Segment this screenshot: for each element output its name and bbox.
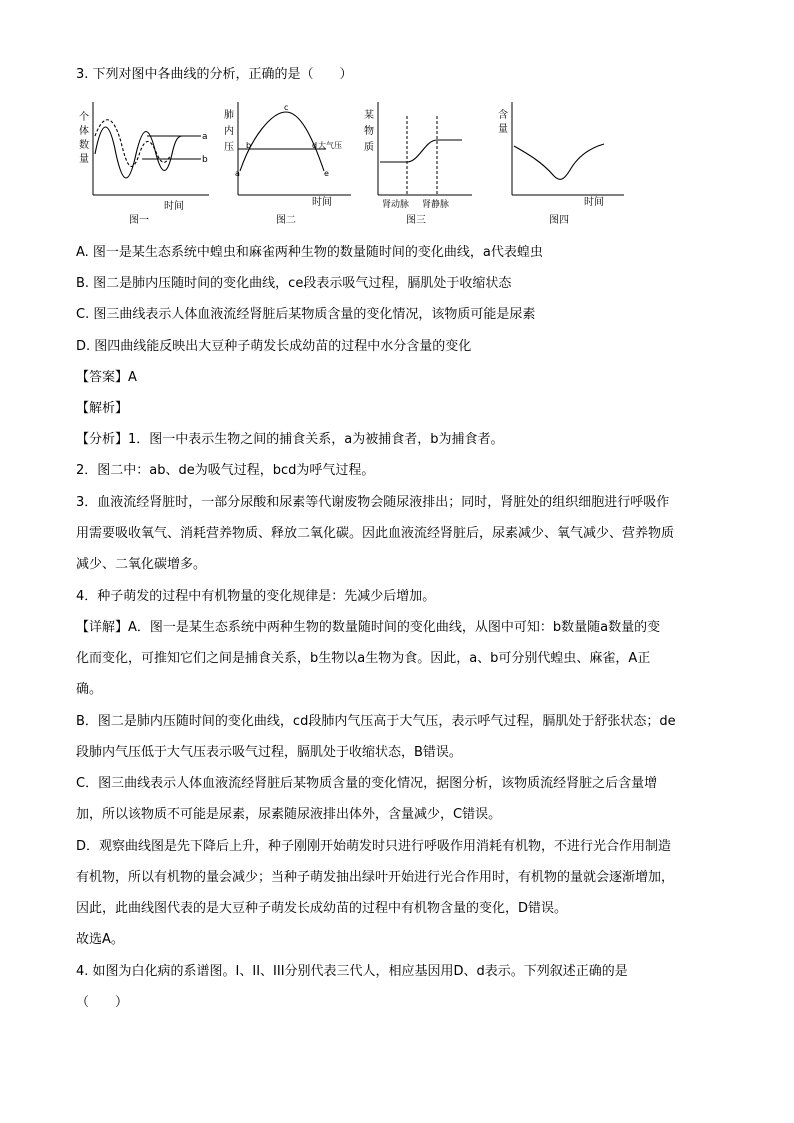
fig1-caption: 图一 bbox=[129, 215, 149, 226]
q3-figures bbox=[76, 96, 636, 226]
fig3-ylabel-1: 某 bbox=[364, 110, 374, 121]
fig3-ylabel-3: 质 bbox=[364, 142, 374, 153]
fig3-ylabel-2: 物 bbox=[364, 126, 374, 137]
fig2-pt-d: d bbox=[312, 141, 318, 150]
fig4-xlabel: 时间 bbox=[584, 197, 604, 208]
figure-3 bbox=[364, 102, 472, 226]
detail-line: 确。 bbox=[76, 682, 103, 697]
fig1-label-a: a bbox=[202, 132, 208, 142]
q3-option-c: C. 图三曲线表示人体血液流经肾脏后某物质含量的变化情况，该物质可能是尿素 bbox=[76, 307, 536, 322]
detail-line: 因此，此曲线图代表的是大豆种子萌发长成幼苗的过程中有机物含量的变化，D错误。 bbox=[76, 901, 568, 916]
q3-option-a: A. 图一是某生态系统中蝗虫和麻雀两种生物的数量随时间的变化曲线，a代表蝗虫 bbox=[76, 245, 543, 260]
analysis-line: 3．血液流经肾脏时，一部分尿酸和尿素等代谢废物会随尿液排出；同时，肾脏处的组织细胞进行呼吸作 bbox=[76, 495, 670, 510]
analysis-line: 4．种子萌发的过程中有机物量的变化规律是：先减少后增加。 bbox=[76, 589, 436, 604]
fig2-pt-a: a bbox=[235, 169, 240, 178]
detail-line: D．观察曲线图是先下降后上升，种子刚刚开始萌发时只进行呼吸作用消耗有机物，不进行光合作用制造 bbox=[76, 839, 672, 854]
analysis-line: 2．图二中：ab、de为吸气过程，bcd为呼气过程。 bbox=[76, 463, 375, 478]
fig2-pt-e: e bbox=[324, 169, 329, 178]
fig2-xlabel: 时间 bbox=[312, 197, 332, 208]
detail-line: B．图二是肺内压随时间的变化曲线，cd段肺内气压高于大气压，表示呼气过程，膈肌处于舒张状态；de bbox=[76, 714, 676, 729]
q3-option-d: D. 图四曲线能反映出大豆种子萌发长成幼苗的过程中水分含量的变化 bbox=[76, 339, 472, 354]
fig4-ylabel-1: 含 bbox=[498, 110, 508, 121]
fig1-xlabel: 时间 bbox=[164, 201, 184, 212]
fig1-label-b: b bbox=[202, 155, 208, 165]
q3-stem: 3. 下列对图中各曲线的分析，正确的是（ ） bbox=[76, 67, 353, 82]
conclusion-line: 故选A。 bbox=[76, 932, 124, 947]
detail-line: 有机物，所以有机物的量会减少；当种子萌发抽出绿叶开始进行光合作用时，有机物的量就会逐渐增加， bbox=[76, 870, 675, 885]
fig2-ylabel-1: 肺 bbox=[224, 110, 234, 121]
detail-line: C．图三曲线表示人体血液流经肾脏后某物质含量的变化情况，据图分析，该物质流经肾脏之后含量增 bbox=[76, 776, 658, 791]
fig2-pt-c: c bbox=[284, 103, 289, 112]
q4-blank: （ ） bbox=[76, 995, 129, 1010]
fig2-pt-b: b bbox=[246, 141, 252, 150]
fig2-caption: 图二 bbox=[276, 215, 296, 226]
fig3-mark-1: 肾动脉 bbox=[382, 200, 410, 210]
q3-analysis-title: 【解析】 bbox=[76, 401, 129, 416]
fig1-ylabel-1: 个 bbox=[79, 112, 89, 123]
detail-line: 段肺内气压低于大气压表示吸气过程，膈肌处于收缩状态，B错误。 bbox=[76, 745, 462, 760]
fig2-ylabel-2: 内 bbox=[224, 126, 234, 137]
analysis-line: 用需要吸收氧气、消耗营养物质、释放二氧化碳。因此血液流经肾脏后，尿素减少、氧气减少、营养物质 bbox=[76, 526, 675, 541]
q4-stem: 4. 如图为白化病的系谱图。I、II、III分别代表三代人，相应基因用D、d表示。下列叙述正确的是 bbox=[76, 964, 628, 979]
figure-1 bbox=[79, 102, 209, 226]
q3-option-b: B. 图二是肺内压随时间的变化曲线，ce段表示吸气过程，膈肌处于收缩状态 bbox=[76, 276, 512, 291]
detail-line: 化而变化，可推知它们之间是捕食关系，b生物以a生物为食。因此，a、b可分别代蝗虫、麻雀，A正 bbox=[76, 651, 651, 666]
fig3-caption: 图三 bbox=[406, 215, 426, 226]
fig2-line-label: 大气压 bbox=[318, 141, 342, 150]
figure-2 bbox=[224, 102, 351, 226]
fig4-ylabel-2: 量 bbox=[498, 124, 508, 135]
detail-line: 【详解】A．图一是某生态系统中两种生物的数量随时间的变化曲线，从图中可知：b数量随a数量的变 bbox=[76, 620, 661, 635]
figure-4 bbox=[498, 102, 624, 226]
analysis-line: 【分析】1．图一中表示生物之间的捕食关系，a为被捕食者，b为捕食者。 bbox=[76, 432, 504, 447]
fig2-ylabel-3: 压 bbox=[224, 142, 234, 153]
fig1-ylabel-4: 量 bbox=[79, 154, 89, 165]
detail-line: 加，所以该物质不可能是尿素，尿素随尿液排出体外，含量减少，C错误。 bbox=[76, 807, 502, 822]
fig1-ylabel-3: 数 bbox=[79, 140, 89, 151]
fig4-caption: 图四 bbox=[549, 215, 569, 226]
analysis-line: 减少、二氧化碳增多。 bbox=[76, 557, 207, 572]
fig1-ylabel-2: 体 bbox=[79, 126, 89, 137]
q3-answer: 【答案】A bbox=[76, 370, 137, 385]
fig3-mark-2: 肾静脉 bbox=[422, 200, 450, 210]
